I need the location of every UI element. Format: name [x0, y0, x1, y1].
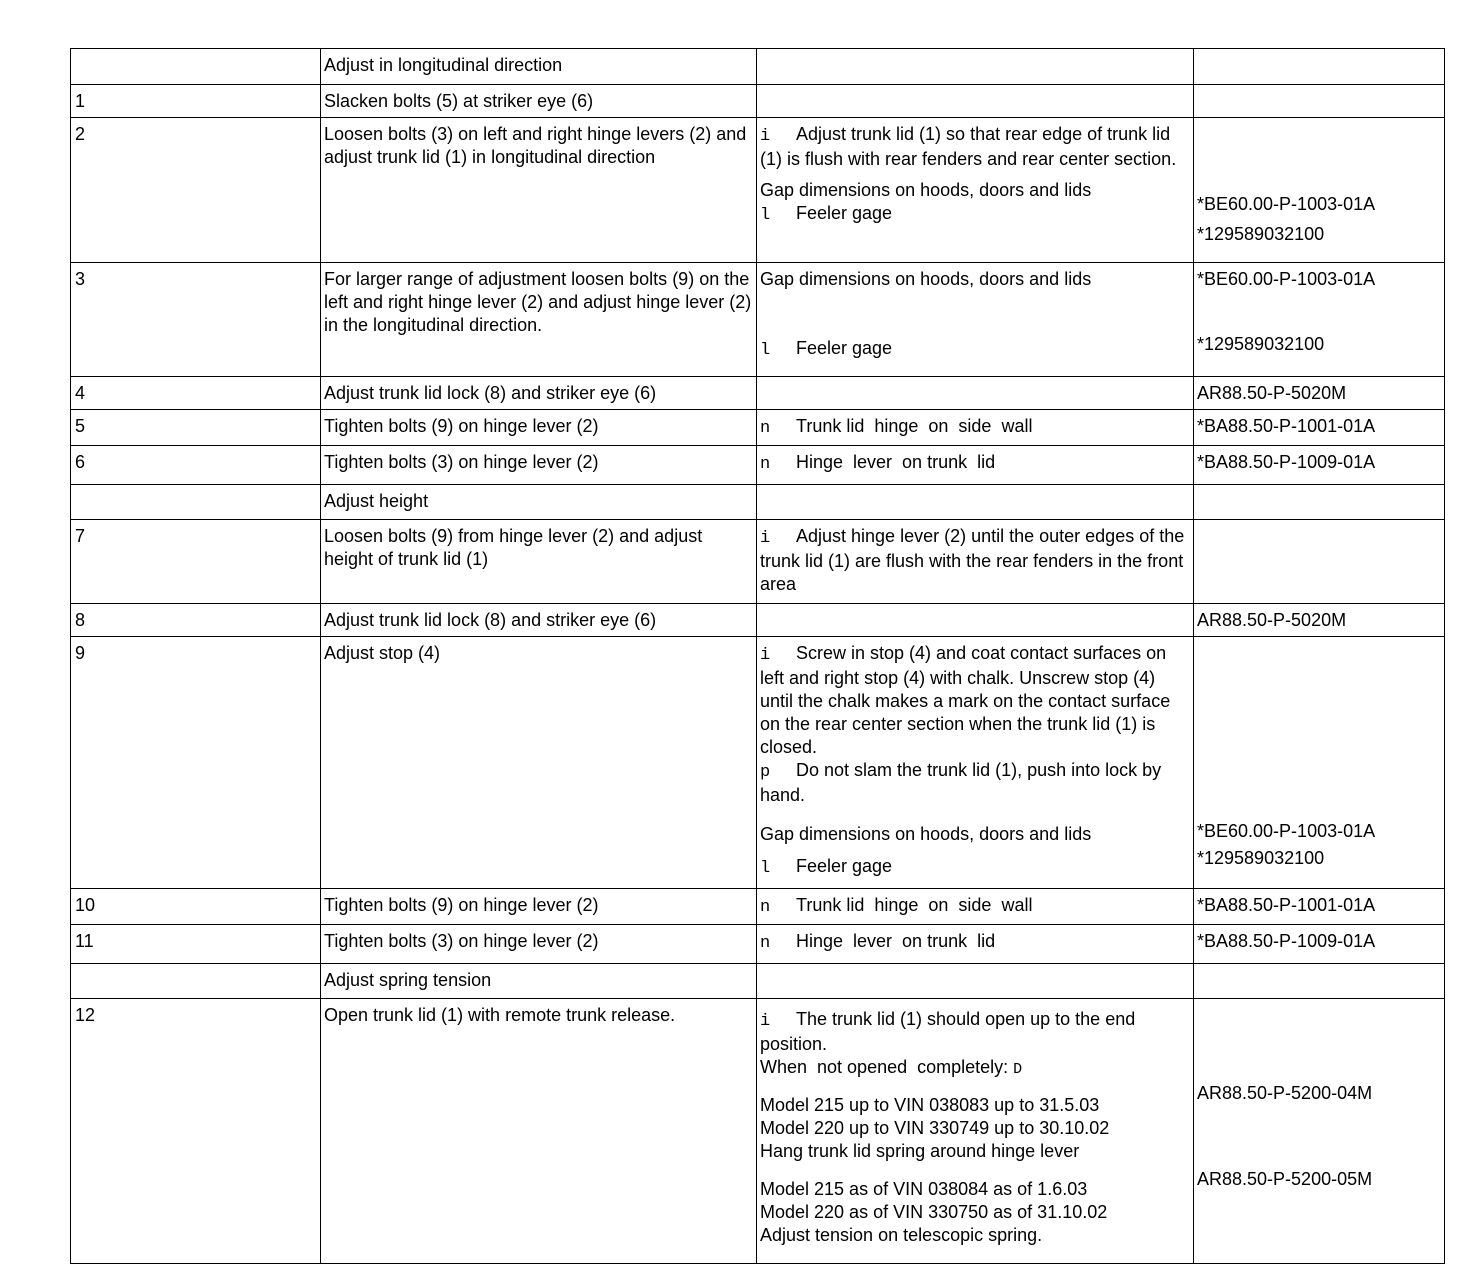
info-note — [760, 123, 1190, 171]
step-number — [71, 964, 321, 999]
step-action: Tighten bolts (9) on hinge lever (2) — [321, 889, 757, 925]
torque-spec-text: Trunk lid hinge on side wall — [796, 895, 1033, 915]
variant-b-reference-link[interactable]: AR88.50-P-5200-05M — [1197, 1169, 1373, 1189]
variant-b-line-3: Adjust tension on telescopic spring. — [760, 1225, 1043, 1245]
step-number — [71, 485, 321, 520]
gap-dimensions-text: Gap dimensions on hoods, doors and lids — [760, 180, 1092, 200]
info-note — [760, 642, 1190, 759]
table-row — [70, 48, 1444, 85]
table-row — [70, 485, 1444, 520]
note-cell — [757, 520, 1194, 604]
reference-cell — [1194, 637, 1445, 889]
reference-cell — [1194, 964, 1445, 999]
variant-a-line-2: Model 220 up to VIN 330749 up to 30.10.02 — [760, 1118, 1110, 1138]
note-cell — [757, 637, 1194, 889]
caution-icon: p — [760, 763, 771, 782]
torque-spec-text: Hinge lever on trunk lid — [796, 452, 996, 472]
info-note-text: The trunk lid (1) should open up to the end position. — [760, 1009, 1136, 1054]
tool-name: Feeler gage — [796, 856, 893, 876]
step-number — [71, 48, 321, 85]
variant-a-block — [760, 1094, 1190, 1163]
step-action: Adjust trunk lid lock (8) and striker eye (6) — [321, 604, 757, 637]
note-cell — [757, 263, 1194, 377]
step-number: 3 — [71, 263, 321, 377]
reference-cell — [1194, 520, 1445, 604]
tool-icon: l — [760, 341, 771, 360]
gap-dimensions-text: Gap dimensions on hoods, doors and lids — [760, 824, 1092, 844]
table-row — [70, 925, 1444, 964]
torque-icon: n — [760, 934, 771, 953]
reference-link[interactable]: *BA88.50-P-1001-01A — [1194, 410, 1445, 446]
tool-icon: l — [760, 206, 771, 225]
reference-cell — [1194, 263, 1445, 377]
note-cell — [757, 964, 1194, 999]
table-row — [70, 520, 1444, 604]
tool-line — [760, 202, 1190, 227]
step-number: 7 — [71, 520, 321, 604]
info-icon: i — [760, 1012, 771, 1031]
info-note-text: Adjust hinge lever (2) until the outer edges of the trunk lid (1) are flush with the rear fenders in the front area — [760, 526, 1185, 594]
variant-b-line-1: Model 215 as of VIN 038084 as of 1.6.03 — [760, 1179, 1088, 1199]
reference-link[interactable]: *BA88.50-P-1001-01A — [1194, 889, 1445, 925]
table-row — [70, 410, 1444, 446]
reference-cell — [1194, 118, 1445, 263]
torque-icon: n — [760, 898, 771, 917]
table-row — [70, 999, 1444, 1264]
table-row — [70, 964, 1444, 999]
table-row — [70, 637, 1444, 889]
note-cell — [757, 925, 1194, 964]
torque-spec-text: Hinge lever on trunk lid — [796, 931, 996, 951]
step-action: For larger range of adjustment loosen bolts (9) on the left and right hinge lever (2) and adjust hinge lever (2) in the longitudinal direction. — [321, 263, 757, 377]
variant-b-block — [760, 1178, 1190, 1247]
caution-note-text: Do not slam the trunk lid (1), push into lock by hand. — [760, 760, 1162, 805]
step-number: 12 — [71, 999, 321, 1264]
caution-note — [760, 759, 1190, 807]
step-action: Open trunk lid (1) with remote trunk release. — [321, 999, 757, 1264]
step-action: Loosen bolts (9) from hinge lever (2) and adjust height of trunk lid (1) — [321, 520, 757, 604]
table-row — [70, 377, 1444, 410]
condition-line — [760, 1056, 1190, 1081]
torque-icon: n — [760, 419, 771, 438]
section-heading: Adjust height — [321, 485, 757, 520]
step-action: Adjust stop (4) — [321, 637, 757, 889]
step-number: 2 — [71, 118, 321, 263]
tool-line — [760, 337, 1190, 362]
tool-name: Feeler gage — [796, 338, 893, 358]
note-cell — [757, 889, 1194, 925]
gap-reference-link[interactable]: *BE60.00-P-1003-01A — [1197, 821, 1376, 841]
info-note — [760, 525, 1190, 596]
tool-reference-link[interactable]: *129589032100 — [1197, 848, 1325, 868]
info-note-text: Adjust trunk lid (1) so that rear edge of trunk lid (1) is flush with rear fenders and rear center section. — [760, 124, 1177, 169]
step-number: 5 — [71, 410, 321, 446]
table-row — [70, 889, 1444, 925]
step-action: Slacken bolts (5) at striker eye (6) — [321, 85, 757, 118]
tool-reference-link[interactable]: *129589032100 — [1197, 334, 1325, 354]
torque-icon: n — [760, 455, 771, 474]
step-number: 10 — [71, 889, 321, 925]
reference-link[interactable]: AR88.50-P-5020M — [1194, 604, 1445, 637]
table-row — [70, 604, 1444, 637]
info-icon: i — [760, 529, 771, 548]
step-action: Loosen bolts (3) on left and right hinge levers (2) and adjust trunk lid (1) in longitudinal direction — [321, 118, 757, 263]
condition-icon: D — [1013, 1061, 1023, 1078]
step-action: Tighten bolts (3) on hinge lever (2) — [321, 446, 757, 485]
tool-icon: l — [760, 859, 771, 878]
gap-reference-link[interactable]: *BE60.00-P-1003-01A — [1197, 194, 1376, 214]
step-number: 8 — [71, 604, 321, 637]
table-row — [70, 263, 1444, 377]
note-cell — [757, 85, 1194, 118]
gap-dimensions-text: Gap dimensions on hoods, doors and lids — [760, 269, 1092, 289]
step-number: 4 — [71, 377, 321, 410]
info-note — [760, 1008, 1190, 1056]
tool-line — [760, 855, 1190, 880]
reference-cell — [1194, 85, 1445, 118]
note-cell — [757, 118, 1194, 263]
note-cell — [757, 999, 1194, 1264]
note-cell — [757, 604, 1194, 637]
step-action: Adjust trunk lid lock (8) and striker eye (6) — [321, 377, 757, 410]
reference-link[interactable]: *BA88.50-P-1009-01A — [1194, 925, 1445, 964]
variant-a-line-1: Model 215 up to VIN 038083 up to 31.5.03 — [760, 1095, 1100, 1115]
condition-text: When not opened completely: — [760, 1057, 1009, 1077]
reference-cell — [1194, 485, 1445, 520]
step-number: 11 — [71, 925, 321, 964]
info-note-text: Screw in stop (4) and coat contact surfaces on left and right stop (4) with chalk. Unscrew stop (4) until the chalk makes a mark on the contact surface on the rear center section when the trunk lid (1) is closed. — [760, 643, 1171, 757]
note-cell — [757, 485, 1194, 520]
variant-a-reference-link[interactable]: AR88.50-P-5200-04M — [1197, 1083, 1373, 1103]
reference-link[interactable]: AR88.50-P-5020M — [1194, 377, 1445, 410]
table-row — [70, 446, 1444, 485]
variant-a-line-3: Hang trunk lid spring around hinge lever — [760, 1141, 1080, 1161]
variant-b-line-2: Model 220 as of VIN 330750 as of 31.10.02 — [760, 1202, 1108, 1222]
torque-spec-text: Trunk lid hinge on side wall — [796, 416, 1033, 436]
reference-cell — [1194, 999, 1445, 1264]
section-heading: Adjust in longitudinal direction — [321, 48, 757, 85]
reference-cell — [1194, 48, 1445, 85]
note-cell — [757, 48, 1194, 85]
note-cell — [757, 446, 1194, 485]
info-icon: i — [760, 127, 771, 146]
note-cell — [757, 377, 1194, 410]
reference-link[interactable]: *BA88.50-P-1009-01A — [1194, 446, 1445, 485]
step-action: Tighten bolts (3) on hinge lever (2) — [321, 925, 757, 964]
repair-procedure-table — [70, 48, 1444, 1264]
tool-name: Feeler gage — [796, 203, 893, 223]
table-row — [70, 118, 1444, 263]
step-action: Tighten bolts (9) on hinge lever (2) — [321, 410, 757, 446]
gap-reference-link[interactable]: *BE60.00-P-1003-01A — [1197, 269, 1376, 289]
step-number: 9 — [71, 637, 321, 889]
tool-reference-link[interactable]: *129589032100 — [1197, 224, 1325, 244]
step-number: 6 — [71, 446, 321, 485]
info-icon: i — [760, 646, 771, 665]
note-cell — [757, 410, 1194, 446]
step-number: 1 — [71, 85, 321, 118]
section-heading: Adjust spring tension — [321, 964, 757, 999]
table-row — [70, 85, 1444, 118]
